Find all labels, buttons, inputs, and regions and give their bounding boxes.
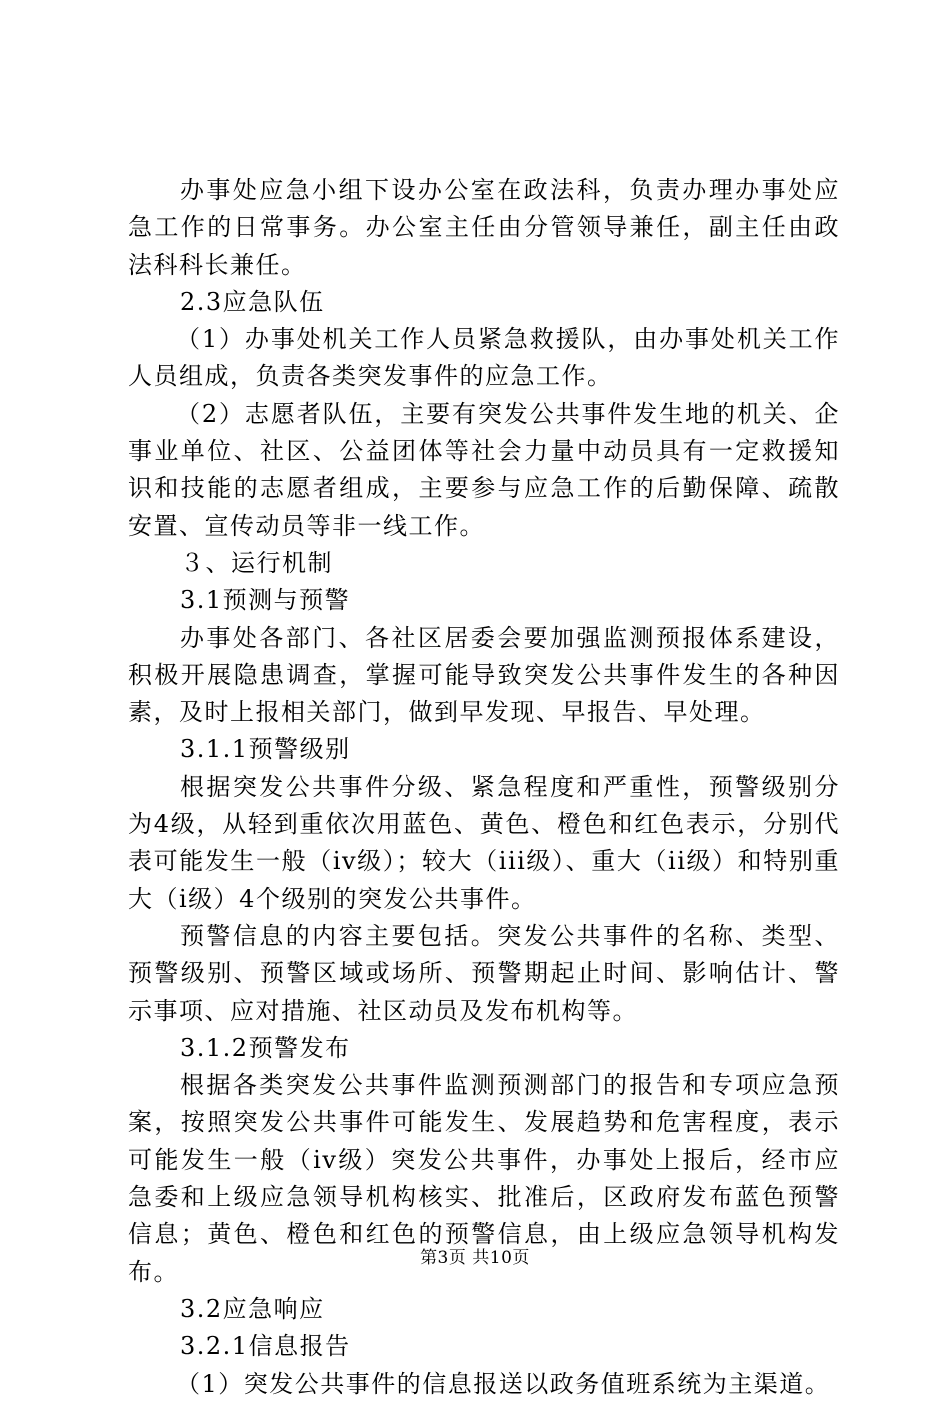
page-footer: 第3页 共10页 [420, 1248, 530, 1268]
section-heading: 3.1.1预警级别 [180, 735, 351, 764]
paragraph: 预警信息的内容主要包括。突发公共事件的名称、类型、预警级别、预警区域或场所、预警期起止时间、影响估计、警示事项、应对措施、社区动员及发布机构等。 [128, 921, 840, 1025]
section-heading: 3.1预测与预警 [180, 586, 351, 615]
list-item-paragraph: （1）办事处机关工作人员紧急救援队，由办事处机关工作人员组成，负责各类突发事件的应急工作。 [128, 325, 840, 391]
section-heading: 3.2.1信息报告 [180, 1332, 351, 1361]
list-item-paragraph: （1）突发公共事件的信息报送以政务值班系统为主渠道。 [176, 1369, 831, 1398]
paragraph: 根据各类突发公共事件监测预测部门的报告和专项应急预案，按照突发公共事件可能发生、发展趋势和危害程度，表示可能发生一般（iv级）突发公共事件，办事处上报后，经市应急委和上级应急领导机构核实、批准后，区政府发布蓝色预警信息；黄色、橙色和红色的预警信息，由上级应急领导机构发布。 [128, 1071, 840, 1286]
section-heading: 2.3应急队伍 [180, 287, 325, 316]
paragraph: 办事处应急小组下设办公室在政法科，负责办理办事处应急工作的日常事务。办公室主任由分管领导兼任，副主任由政法科科长兼任。 [128, 176, 840, 279]
paragraph: 根据突发公共事件分级、紧急程度和严重性，预警级别分为4级，从轻到重依次用蓝色、黄色、橙色和红色表示，分别代表可能发生一般（iv级）；较大（iii级）、重大（ii级）和特别重大（i级）4个级别的突发公共事件。 [128, 772, 840, 913]
section-heading: 3.1.2预警发布 [180, 1033, 351, 1062]
list-item-paragraph: （2）志愿者队伍，主要有突发公共事件发生地的机关、企事业单位、社区、公益团体等社会力量中动员具有一定救援知识和技能的志愿者组成，主要参与应急工作的后勤保障、疏散安置、宣传动员等非一线工作。 [128, 399, 840, 540]
document-body [128, 172, 840, 1403]
section-heading: ３、运行机制 [180, 548, 333, 577]
section-heading: 3.2应急响应 [180, 1294, 325, 1323]
paragraph: 办事处各部门、各社区居委会要加强监测预报体系建设，积极开展隐患调查，掌握可能导致突发公共事件发生的各种因素，及时上报相关部门，做到早发现、早报告、早处理。 [128, 623, 840, 727]
